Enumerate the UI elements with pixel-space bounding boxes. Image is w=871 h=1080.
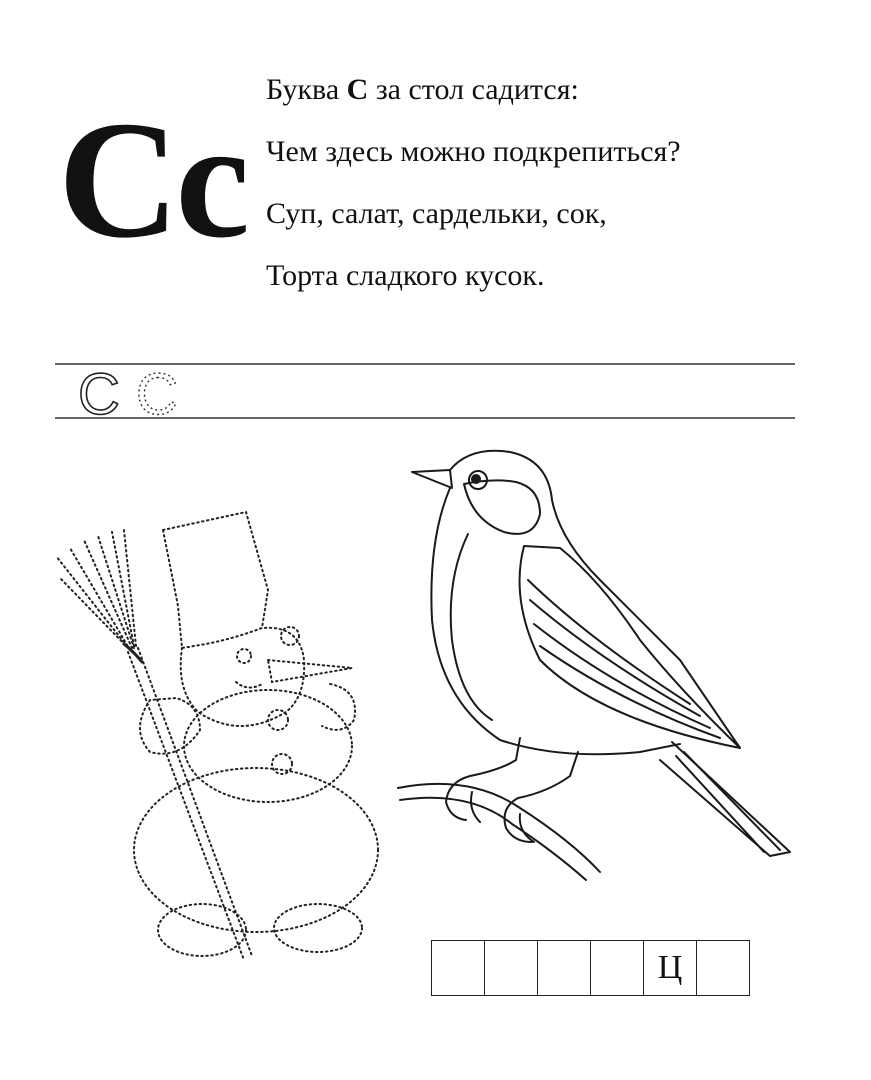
- puzzle-cell[interactable]: [537, 941, 590, 995]
- button-icon: [272, 754, 292, 774]
- bird-wing-icon: [520, 546, 740, 748]
- snowman-dotted-drawing[interactable]: [56, 512, 378, 960]
- poem-line-1: Буква С за стол садится:: [266, 73, 579, 106]
- snowman-middle-body-icon: [184, 690, 352, 802]
- snowman-arm-left-icon: [140, 698, 200, 754]
- bucket-hat-icon: [163, 512, 268, 648]
- bird-leg-left-icon: [446, 738, 520, 822]
- puzzle-cell[interactable]: [590, 941, 643, 995]
- snowman-eye-right-icon: [281, 627, 299, 645]
- bird-drawing: [398, 451, 790, 880]
- snowman-eye-left-icon: [237, 649, 251, 663]
- trace-letter-solid: C: [78, 362, 120, 427]
- poem-line-3: Суп, салат, сардельки, сок,: [266, 197, 607, 230]
- broom-handle-icon: [128, 648, 252, 960]
- snowman-mouth-icon: [236, 682, 262, 688]
- puzzle-cell-given-letter: Ц: [643, 941, 696, 995]
- snowman-head-icon: [181, 628, 304, 726]
- branch-icon: [398, 784, 600, 880]
- broom-bristles-icon: [56, 530, 136, 652]
- bird-leg-right-icon: [505, 752, 579, 842]
- poem-line-2: Чем здесь можно подкрепиться?: [266, 135, 681, 168]
- puzzle-cell[interactable]: [696, 941, 749, 995]
- carrot-nose-icon: [268, 660, 352, 682]
- snowman-foot-right-icon: [274, 904, 362, 952]
- puzzle-cell[interactable]: [484, 941, 537, 995]
- bird-tail-feathers-icon: [676, 752, 780, 852]
- big-letter-heading: Сс: [58, 87, 244, 273]
- poem-line-4: Торта сладкого кусок.: [266, 259, 545, 292]
- puzzle-cell[interactable]: [432, 941, 484, 995]
- bird-pupil-icon: [472, 475, 480, 483]
- trace-letter-dotted[interactable]: C: [136, 362, 178, 427]
- word-puzzle-grid: [431, 940, 750, 996]
- bird-beak-icon: [412, 470, 452, 488]
- bird-breast-stripe-icon: [451, 534, 492, 720]
